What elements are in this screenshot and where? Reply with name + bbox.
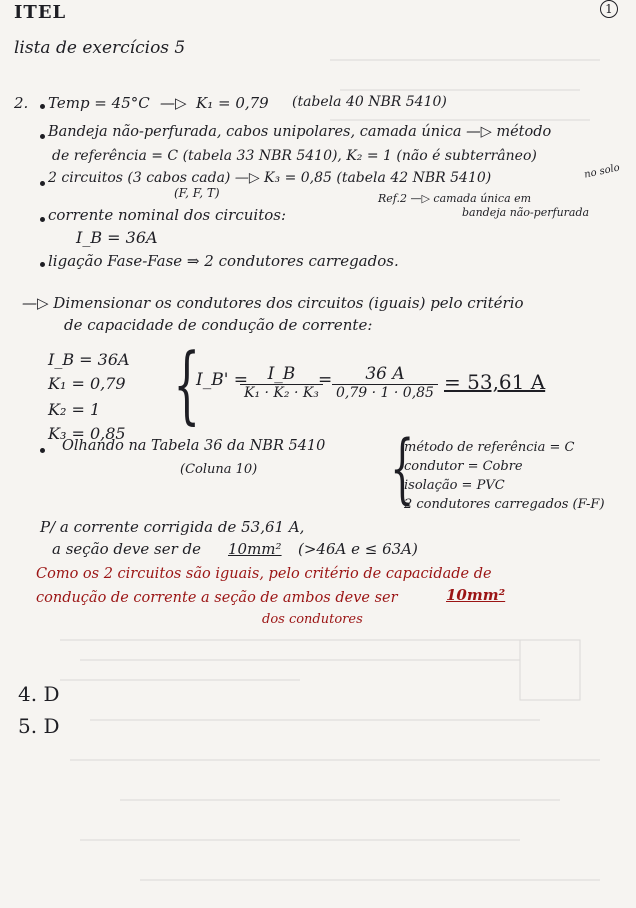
criteria-brace: { — [390, 423, 415, 512]
conclusion-line-3: dos condutores — [262, 612, 363, 627]
arrow-text: —▷ — [160, 94, 187, 112]
criterion-loaded-conductors: 2 condutores carregados (F-F) — [404, 497, 605, 512]
answer-5: 5. D — [18, 714, 60, 738]
nominal-current-value: I_B = 36A — [76, 228, 158, 247]
conclusion-line-2-prefix: condução de corrente a seção de ambos deve ser — [36, 590, 398, 606]
conclusion-value: 10mm² — [446, 586, 506, 604]
section-line-1: P/ a corrente corrigida de 53,61 A, — [40, 518, 305, 536]
k1-reference: (tabela 40 NBR 5410) — [292, 94, 447, 110]
bullet-icon — [40, 104, 45, 109]
fraction-symbolic-numerator: I_B — [240, 364, 323, 385]
fraction-symbolic — [240, 364, 323, 401]
givens-brace: { — [173, 335, 201, 433]
fraction-symbolic-denominator: K₁ · K₂ · K₃ — [244, 385, 319, 401]
circuits-line: 2 circuitos (3 cabos cada) —▷ K₃ = 0,85 (tabela 42 NBR 5410) — [48, 170, 492, 186]
nominal-current-label: corrente nominal dos circuitos: — [48, 206, 287, 224]
section-line-2-prefix: a seção deve ser de — [52, 540, 202, 558]
table-column: (Coluna 10) — [180, 462, 258, 477]
reference-2-line-2: bandeja não-perfurada — [462, 206, 590, 219]
bullet-icon — [40, 448, 45, 453]
phases-note: (F, F, T) — [174, 186, 220, 200]
soil-note: no solo — [583, 162, 621, 181]
given-k2: K₂ = 1 — [48, 400, 101, 419]
reference-2-line-1: Ref.2 —▷ camada única em — [378, 192, 532, 205]
criterion-method: método de referência = C — [404, 440, 575, 455]
method-line-2: de referência = C (tabela 33 NBR 5410), K₂ = 1 (não é subterrâneo) — [52, 148, 537, 164]
bullet-icon — [40, 262, 45, 267]
section-range: (>46A e ≤ 63A) — [298, 540, 418, 558]
k1-text: K₁ = 0,79 — [196, 94, 269, 112]
fraction-numeric-denominator: 0,79 · 1 · 0,85 — [336, 385, 434, 401]
dimension-instruction-2: de capacidade de condução de corrente: — [64, 316, 373, 334]
conclusion-line-1: Como os 2 circuitos são iguais, pelo critério de capacidade de — [36, 566, 492, 582]
criterion-conductor: condutor = Cobre — [404, 459, 523, 474]
method-line-1: Bandeja não-perfurada, cabos unipolares, camada única —▷ método — [48, 124, 552, 140]
question-number: 2. — [14, 94, 29, 112]
dimension-instruction-1: —▷ Dimensionar os condutores dos circuitos (iguais) pelo critério — [22, 294, 524, 312]
bullet-icon — [40, 134, 45, 139]
notes-title: ITEL — [14, 2, 67, 23]
bullet-icon — [40, 217, 45, 222]
section-value: 10mm² — [228, 540, 282, 558]
table-reference: Olhando na Tabela 36 da NBR 5410 — [62, 438, 326, 454]
criterion-insulation: isolação = PVC — [404, 478, 505, 493]
temperature-text: Temp = 45°C — [48, 94, 150, 112]
fraction-numeric-numerator: 36 A — [332, 364, 438, 385]
formula-result: = 53,61 A — [444, 370, 546, 394]
formula-equals: = — [318, 370, 333, 390]
bullet-icon — [40, 181, 45, 186]
list-heading: lista de exercícios 5 — [14, 38, 186, 58]
fraction-numeric — [332, 364, 438, 401]
page-number: 1 — [600, 0, 618, 18]
given-ib: I_B = 36A — [48, 350, 130, 369]
formula-lhs: I_B' = — [196, 370, 249, 390]
connection-line: ligação Fase-Fase ⇒ 2 condutores carregados. — [48, 252, 399, 270]
answer-4: 4. D — [18, 682, 60, 706]
given-k3: K₃ = 0,85 — [48, 424, 126, 443]
given-k1: K₁ = 0,79 — [48, 374, 126, 393]
